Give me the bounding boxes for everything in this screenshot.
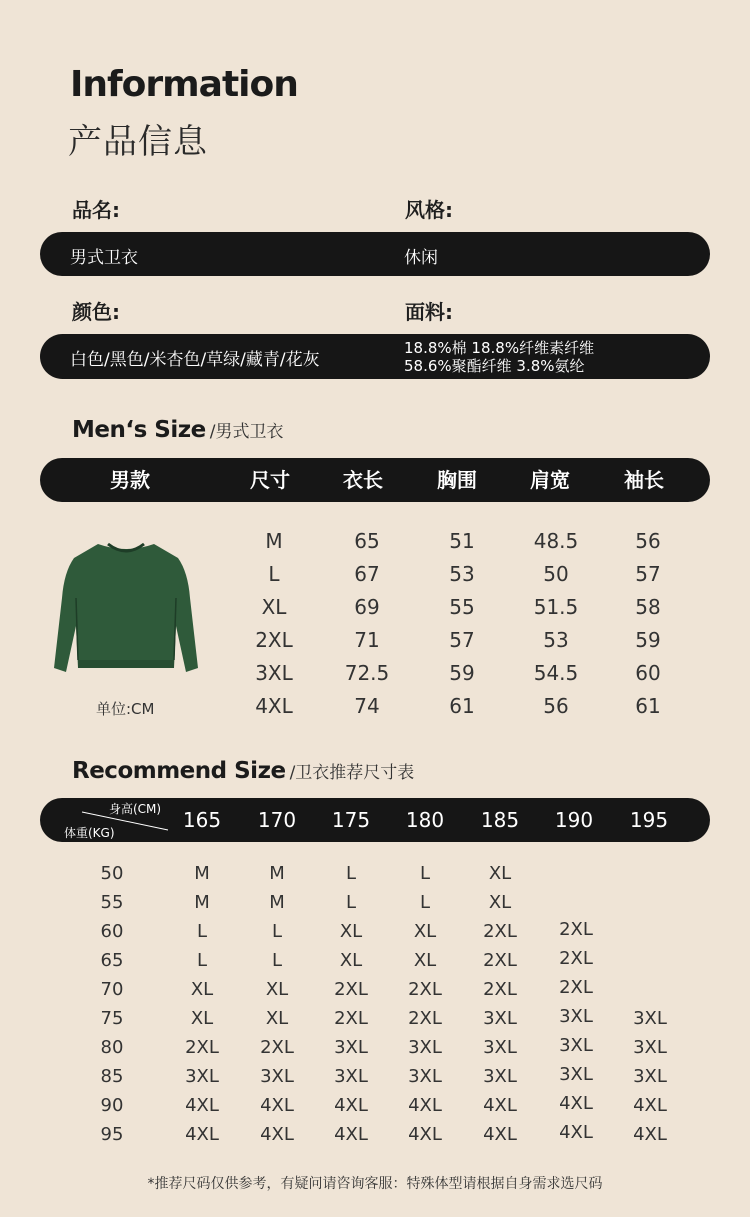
height-column-header: 170	[257, 808, 297, 832]
recommend-size-cell: 3XL	[559, 1006, 593, 1027]
mens-size-cell: 54.5	[533, 661, 579, 685]
footnote: *推荐尺码仅供参考，有疑问请咨询客服：特殊体型请根据自身需求选尺码	[147, 1176, 603, 1192]
mens-size-cell: 59	[449, 661, 475, 685]
mens-size-cell: 61	[449, 694, 475, 718]
recommend-size-cell: 3XL	[633, 1066, 667, 1087]
recommend-size-cell: 4XL	[185, 1095, 219, 1116]
mens-header-cell: 肩宽	[530, 468, 570, 492]
mens-size-cell: 69	[354, 595, 380, 619]
mens-size-cell: 2XL	[255, 628, 293, 652]
recommend-size-cell: 2XL	[559, 919, 593, 940]
weight-row-label: 50	[100, 863, 124, 884]
recommend-size-cell: 4XL	[185, 1124, 219, 1145]
fabric-line2: 58.6%聚酯纤维 3.8%氨纶	[404, 357, 585, 375]
mens-size-cell: 48.5	[533, 529, 579, 553]
recommend-size-cell: 3XL	[408, 1066, 442, 1087]
height-column-header: 185	[480, 808, 520, 832]
fabric-line1: 18.8%棉 18.8%纤维素纤维	[404, 339, 595, 357]
recommend-size-title	[72, 758, 414, 784]
recommend-size-cell: 2XL	[483, 921, 517, 942]
name-style-pill	[40, 232, 710, 276]
weight-row-label: 80	[100, 1037, 124, 1058]
mens-size-cell: M	[265, 529, 283, 553]
unit-label: 单位:CM	[96, 700, 155, 718]
mens-size-cell: 3XL	[255, 661, 293, 685]
recommend-size-cell: 3XL	[633, 1008, 667, 1029]
recommend-size-cell: XL	[413, 950, 437, 971]
name-value: 男式卫衣	[70, 248, 138, 268]
color-label: 颜色:	[72, 300, 120, 324]
recommend-size-cell: 4XL	[633, 1095, 667, 1116]
mens-size-cell: 71	[354, 628, 380, 652]
height-column-header: 175	[331, 808, 371, 832]
height-column-header: 180	[405, 808, 445, 832]
recommend-size-cell: XL	[488, 863, 512, 884]
mens-size-cell: 57	[449, 628, 475, 652]
weight-row-label: 85	[100, 1066, 124, 1087]
mens-size-cell: 50	[543, 562, 569, 586]
mens-header-cell: 衣长	[343, 468, 383, 492]
recommend-size-cell: 3XL	[559, 1064, 593, 1085]
recommend-size-cell: M	[269, 863, 285, 884]
recommend-size-cell: L	[419, 863, 431, 884]
weight-row-label: 95	[100, 1124, 124, 1145]
mens-size-cell: 60	[635, 661, 661, 685]
recommend-size-cell: 3XL	[260, 1066, 294, 1087]
recommend-size-cell: L	[271, 950, 283, 971]
height-column-header: 195	[629, 808, 669, 832]
recommend-size-cell: 4XL	[559, 1122, 593, 1143]
recommend-size-cell: XL	[339, 921, 363, 942]
recommend-size-cell: 2XL	[483, 979, 517, 1000]
recommend-size-cell: 4XL	[559, 1093, 593, 1114]
mens-size-cell: 53	[449, 562, 475, 586]
recommend-size-cell: 3XL	[633, 1037, 667, 1058]
page-title-en: Information	[70, 64, 298, 105]
recommend-size-cell: 2XL	[260, 1037, 294, 1058]
style-label: 风格:	[405, 198, 453, 222]
mens-size-cell: 4XL	[255, 694, 293, 718]
mens-size-header	[40, 458, 710, 502]
recommend-size-cell: 4XL	[260, 1124, 294, 1145]
recommend-size-cell: 3XL	[185, 1066, 219, 1087]
weight-label: 体重(KG)	[64, 826, 115, 840]
recommend-size-cell: XL	[265, 979, 289, 1000]
recommend-size-cell: 4XL	[408, 1124, 442, 1145]
mens-size-cell: 53	[543, 628, 569, 652]
recommend-size-cell: L	[345, 863, 357, 884]
height-label: 身高(CM)	[109, 802, 162, 816]
color-fabric-pill	[40, 334, 710, 379]
recommend-size-cell: 3XL	[483, 1008, 517, 1029]
mens-size-cell: 55	[449, 595, 475, 619]
recommend-size-cell: 4XL	[334, 1095, 368, 1116]
recommend-size-cell: XL	[190, 979, 214, 1000]
recommend-size-cell: 4XL	[408, 1095, 442, 1116]
height-column-header: 165	[182, 808, 222, 832]
mens-header-cell: 尺寸	[250, 468, 290, 492]
recommend-size-title-en: Recommend Size	[72, 758, 286, 784]
weight-row-label: 75	[100, 1008, 124, 1029]
recommend-size-cell: 4XL	[260, 1095, 294, 1116]
recommend-size-cell: 3XL	[483, 1037, 517, 1058]
recommend-size-cell: 4XL	[483, 1095, 517, 1116]
weight-row-label: 55	[100, 892, 124, 913]
weight-row-label: 70	[100, 979, 124, 1000]
recommend-size-cell: 2XL	[408, 979, 442, 1000]
mens-size-cell: 56	[635, 529, 661, 553]
mens-size-cell: 58	[635, 595, 661, 619]
recommend-size-cell: 2XL	[559, 948, 593, 969]
mens-header-cell: 男款	[110, 468, 150, 492]
recommend-size-cell: M	[194, 863, 210, 884]
mens-size-cell: 51.5	[533, 595, 579, 619]
color-value: 白色/黑色/米杏色/草绿/藏青/花灰	[70, 350, 320, 370]
mens-size-cell: 51	[449, 529, 475, 553]
recommend-size-cell: 2XL	[334, 979, 368, 1000]
mens-size-cell: 57	[635, 562, 661, 586]
mens-header-cell: 胸围	[437, 468, 477, 492]
mens-size-cell: 65	[354, 529, 380, 553]
recommend-size-cell: XL	[265, 1008, 289, 1029]
mens-size-cell: 72.5	[344, 661, 390, 685]
sweatshirt-image	[52, 538, 200, 680]
recommend-size-cell: M	[269, 892, 285, 913]
recommend-size-cell: M	[194, 892, 210, 913]
recommend-size-cell: L	[196, 921, 208, 942]
mens-size-title-en: Men‘s Size	[72, 417, 206, 443]
recommend-size-cell: 2XL	[483, 950, 517, 971]
fabric-label: 面料:	[405, 300, 453, 324]
recommend-size-cell: 4XL	[633, 1124, 667, 1145]
page-title-cn: 产品信息	[68, 122, 208, 162]
recommend-size-cell: L	[271, 921, 283, 942]
recommend-size-cell: L	[419, 892, 431, 913]
recommend-size-subtitle: /卫衣推荐尺寸表	[289, 763, 415, 783]
mens-size-cell: 59	[635, 628, 661, 652]
recommend-size-cell: 4XL	[483, 1124, 517, 1145]
recommend-size-cell: 2XL	[185, 1037, 219, 1058]
recommend-size-cell: XL	[488, 892, 512, 913]
recommend-size-cell: L	[196, 950, 208, 971]
mens-size-subtitle: /男式卫衣	[209, 422, 284, 442]
recommend-size-cell: 2XL	[334, 1008, 368, 1029]
mens-size-cell: 74	[354, 694, 380, 718]
recommend-size-cell: XL	[190, 1008, 214, 1029]
height-column-header: 190	[554, 808, 594, 832]
mens-size-cell: XL	[261, 595, 287, 619]
recommend-size-cell: XL	[339, 950, 363, 971]
recommend-size-cell: 4XL	[334, 1124, 368, 1145]
recommend-size-cell: 3XL	[559, 1035, 593, 1056]
recommend-header	[40, 798, 710, 842]
name-label: 品名:	[72, 198, 120, 222]
recommend-size-cell: 2XL	[559, 977, 593, 998]
mens-size-cell: 67	[354, 562, 380, 586]
mens-size-cell: L	[268, 562, 280, 586]
weight-row-label: 60	[100, 921, 124, 942]
recommend-size-cell: 3XL	[483, 1066, 517, 1087]
weight-row-label: 65	[100, 950, 124, 971]
mens-header-cell: 袖长	[624, 468, 664, 492]
mens-size-title	[72, 417, 283, 443]
recommend-size-cell: 2XL	[408, 1008, 442, 1029]
recommend-size-cell: 3XL	[408, 1037, 442, 1058]
mens-size-cell: 61	[635, 694, 661, 718]
recommend-size-cell: XL	[413, 921, 437, 942]
weight-row-label: 90	[100, 1095, 124, 1116]
mens-size-cell: 56	[543, 694, 569, 718]
style-value: 休闲	[404, 248, 438, 268]
recommend-size-cell: 3XL	[334, 1066, 368, 1087]
recommend-size-cell: 3XL	[334, 1037, 368, 1058]
recommend-size-cell: L	[345, 892, 357, 913]
